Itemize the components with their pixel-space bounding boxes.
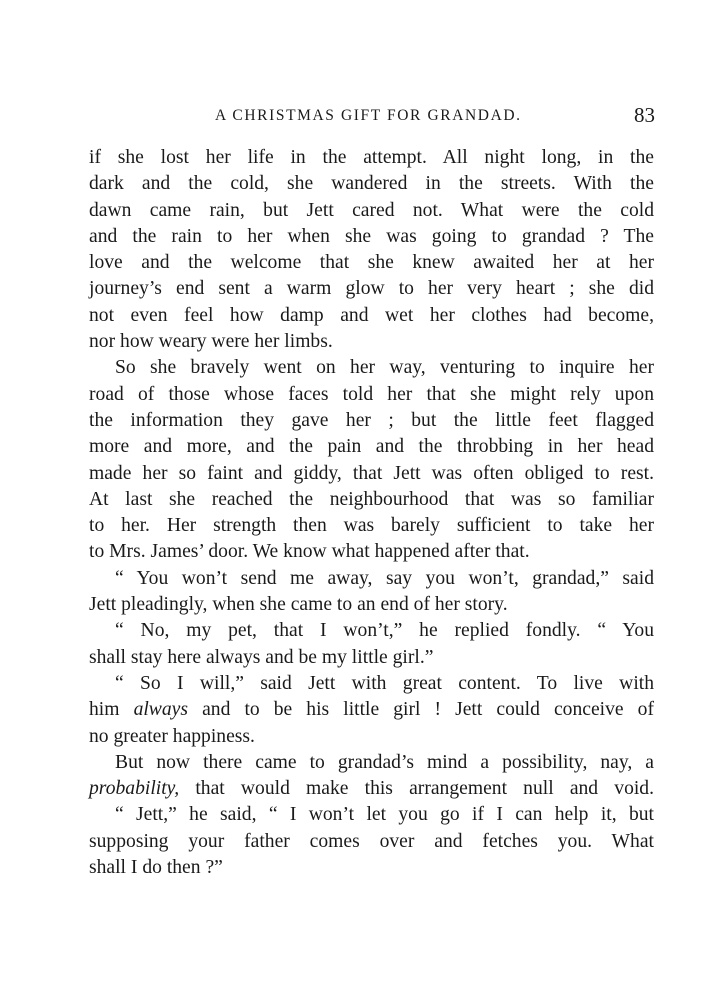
text-line: So she bravely went on her way, venturing to inquire her xyxy=(115,357,654,379)
text-run: that would make this arrangement null and void. xyxy=(195,778,655,800)
text-line: journey’s end sent a warm glow to her very heart ; she did xyxy=(89,278,654,300)
text-line: shall I do then ?” xyxy=(89,857,223,879)
running-title: A CHRISTMAS GIFT FOR GRANDAD. xyxy=(215,107,522,124)
text-line: not even feel how damp and wet her clothes had become, xyxy=(89,304,654,326)
text-line: road of those whose faces told her that she might rely upon xyxy=(89,383,654,405)
italic-run: always xyxy=(133,699,188,721)
text-line: nor how weary were her limbs. xyxy=(89,331,333,353)
text-body xyxy=(89,145,654,881)
text-line: to Mrs. James’ door. We know what happened after that. xyxy=(89,541,530,563)
text-line-mixed xyxy=(89,776,654,802)
text-line: At last she reached the neighbourhood that was so familiar xyxy=(89,488,654,510)
text-line: supposing your father comes over and fetches you. What xyxy=(89,830,654,852)
page-number: 83 xyxy=(634,103,655,127)
text-line: if she lost her life in the attempt. All night long, in the xyxy=(89,147,654,168)
text-line: Jett pleadingly, when she came to an end of her story. xyxy=(89,594,508,616)
text-line: “ No, my pet, that I won’t,” he replied fondly. “ You xyxy=(115,620,654,642)
text-line: dawn came rain, but Jett cared not. What were the cold xyxy=(89,199,654,221)
text-line: love and the welcome that she knew awaited her at her xyxy=(89,252,654,274)
text-line: more and more, and the pain and the throbbing in her head xyxy=(89,436,654,458)
text-line: “ You won’t send me away, say you won’t, grandad,” said xyxy=(115,567,654,589)
text-run: him xyxy=(89,699,120,721)
text-line-mixed xyxy=(89,697,654,723)
text-line: to her. Her strength then was barely sufficient to take her xyxy=(89,515,654,537)
text-line: the information they gave her ; but the little feet flagged xyxy=(89,409,654,431)
text-line: and the rain to her when she was going to grandad ? The xyxy=(89,225,654,247)
text-line: “ Jett,” he said, “ I won’t let you go if I can help it, but xyxy=(115,804,654,826)
text-line: “ So I will,” said Jett with great content. To live with xyxy=(115,672,654,694)
text-line: made her so faint and giddy, that Jett was often obliged to rest. xyxy=(89,462,654,484)
text-line: no greater happiness. xyxy=(89,725,255,747)
text-line: But now there came to grandad’s mind a possibility, nay, a xyxy=(115,751,654,773)
running-head xyxy=(215,103,655,133)
italic-run: probability, xyxy=(89,778,180,800)
text-line: dark and the cold, she wandered in the streets. With the xyxy=(89,173,654,195)
text-line: shall stay here always and be my little girl.” xyxy=(89,646,434,668)
text-run: and to be his little girl ! Jett could conceive of xyxy=(202,699,654,721)
